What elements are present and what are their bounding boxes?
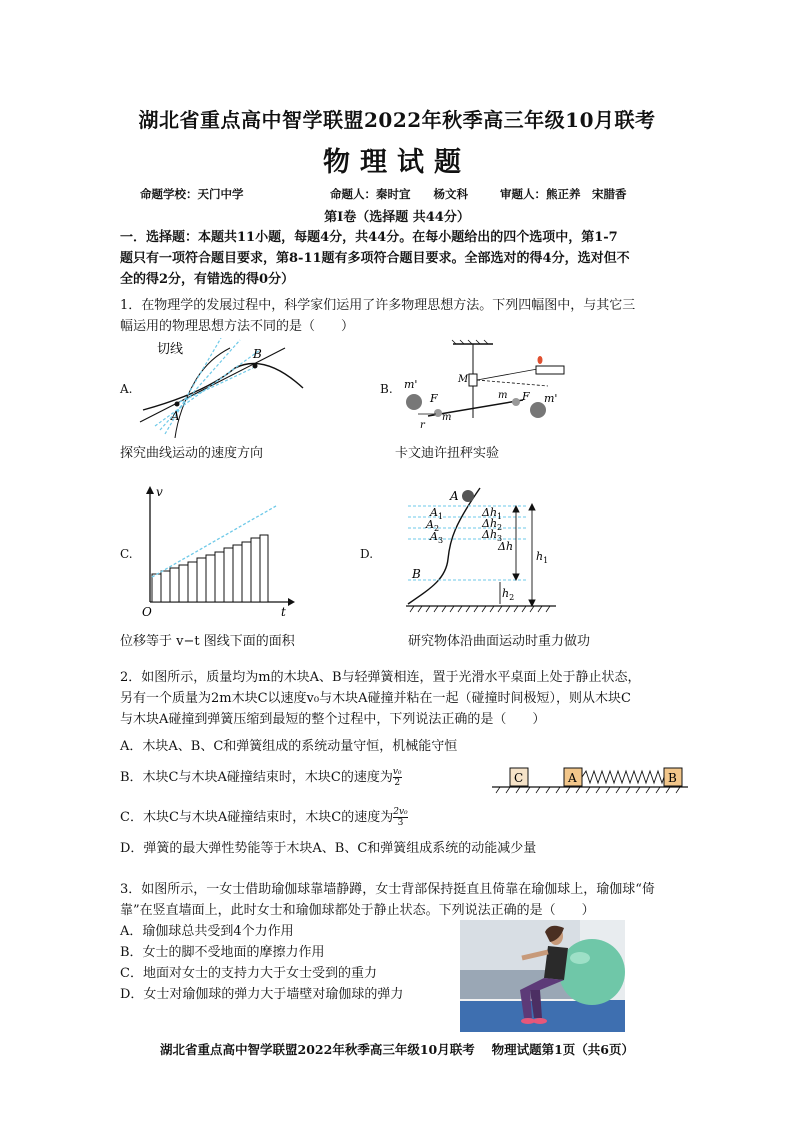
- mass-mprime-left: m': [404, 378, 418, 391]
- fig-d-label: D.: [360, 547, 374, 561]
- q2-option-a: A．木块A、B、C和弹簧组成的系统动量守恒，机械能守恒: [120, 739, 458, 754]
- point-a2-label: $A_2$: [426, 518, 440, 533]
- fraction-denominator: 2: [394, 778, 401, 788]
- author-names: 命题人：秦时宜 杨文科: [330, 187, 468, 201]
- force-f-right: F: [522, 390, 530, 403]
- q3-line: 靠”在竖直墙面上，此时女士和瑜伽球都处于静止状态。下列说法正确的是（ ）: [120, 903, 595, 918]
- school-name: 命题学校：天门中学: [140, 187, 244, 201]
- q3-option-a: A．瑜伽球总共受到4个力作用: [120, 924, 294, 939]
- q2-option-c: [120, 806, 408, 828]
- q3-yoga-ball-photo: [460, 920, 625, 1032]
- fig-d-curved-surface: [400, 484, 560, 614]
- fig-c-label: C.: [120, 547, 133, 561]
- q2-line: 与木块A碰撞到弹簧压缩到最短的整个过程中，下列说法正确的是（ ）: [120, 712, 546, 727]
- fig-b-caption: 卡文迪许扭秤实验: [395, 446, 500, 461]
- block-a-label: A: [568, 771, 577, 785]
- fraction-denominator: 3: [397, 818, 404, 828]
- dh-label: Δh: [498, 540, 514, 553]
- h2-label: $h_2$: [502, 587, 515, 602]
- fraction-v0-over-2: [393, 767, 402, 788]
- origin-label: O: [142, 605, 152, 617]
- dh1-label: $\Delta h_1$: [482, 506, 503, 521]
- point-b-label: B: [253, 347, 262, 361]
- q2-line: 另有一个质量为2m木块C以速度v₀与木块A碰撞并粘在一起（碰撞时间极短），则从木块C: [120, 691, 631, 706]
- dh3-label: $\Delta h_3$: [482, 528, 503, 543]
- point-a-label: A: [171, 409, 180, 423]
- fraction-2v0-over-3: [393, 807, 407, 828]
- q2-option-c-text: C．木块C与木块A碰撞结束时，木块C的速度为: [120, 810, 394, 825]
- q3-option-b: B．女士的脚不受地面的摩擦力作用: [120, 945, 325, 960]
- q2-stem: [120, 667, 690, 730]
- block-b-label: B: [668, 771, 677, 785]
- q2-option-b-text: B．木块C与木块A碰撞结束时，木块C的速度为: [120, 770, 393, 785]
- exam-subtitle: 物理试题: [323, 147, 471, 178]
- fig-a-curve-tangent: [135, 338, 310, 438]
- q1-line: 1．在物理学的发展过程中，科学家们运用了许多物理思想方法。下列四幅图中，与其它三: [120, 298, 636, 313]
- q2-line: 2．如图所示，质量均为m的木块A、B与轻弹簧相连，置于光滑水平桌面上处于静止状态，: [120, 670, 641, 685]
- point-a1-label: $A_1$: [430, 506, 444, 521]
- point-b-label: B: [412, 567, 421, 581]
- fig-a-label: A.: [120, 382, 133, 396]
- q3-line: 3．如图所示，一女士借助瑜伽球靠墙静蹲，女士背部保持挺直且倚靠在瑜伽球上，瑜伽球“倚: [120, 882, 655, 897]
- fig-b-label: B.: [380, 382, 393, 396]
- q2-option-b: [120, 766, 402, 788]
- mass-m-right: m: [498, 390, 508, 401]
- point-a-label: A: [450, 489, 459, 503]
- exam-title: 湖北省重点高中智学联盟2022年秋季高三年级10月联考: [138, 108, 656, 132]
- fig-c-caption: 位移等于 v−t 图线下面的面积: [120, 634, 295, 649]
- q3-option-c: C．地面对女士的支持力大于女士受到的重力: [120, 966, 377, 981]
- fig-c-vt-graph: [136, 482, 296, 617]
- mass-m-left: m: [442, 412, 452, 423]
- fig-d-caption: 研究物体沿曲面运动时重力做功: [408, 634, 591, 649]
- h1-label: $h_1$: [536, 550, 549, 565]
- fraction-numerator: 2v₀: [393, 807, 408, 817]
- q1-line: 幅运用的物理思想方法不同的是（ ）: [120, 319, 355, 334]
- axis-v-label: v: [156, 485, 163, 499]
- radius-r-label: r: [420, 420, 425, 431]
- instruction-line: 题只有一项符合题目要求，第8-11题有多项符合题目要求。全部选对的得4分，选对但不: [120, 251, 630, 266]
- q3-option-d: D．女士对瑜伽球的弹力大于墙壁对瑜伽球的弹力: [120, 987, 404, 1002]
- q1-stem: [120, 295, 690, 337]
- instruction-line: 一．选择题：本题共11小题，每题4分，共44分。在每小题给出的四个选项中，第1-7: [120, 230, 618, 245]
- fig-a-caption: 探究曲线运动的速度方向: [120, 446, 264, 461]
- q2-block-spring-diagram: [490, 764, 690, 796]
- tangent-label: 切线: [157, 342, 184, 357]
- page-footer: 湖北省重点高中智学联盟2022年秋季高三年级10月联考 物理试题第1页（共6页）: [160, 1042, 634, 1057]
- force-f-left: F: [430, 392, 438, 405]
- reviewer-names: 审题人：熊正养 宋腊香: [500, 187, 627, 201]
- instructions: [120, 227, 690, 290]
- mass-mprime-right: m': [544, 392, 558, 405]
- block-c-label: C: [514, 771, 524, 785]
- fig-b-torsion-balance: [398, 338, 578, 438]
- mirror-m-label: M: [458, 374, 469, 385]
- axis-t-label: t: [281, 605, 286, 617]
- point-a3-label: $A_3$: [430, 530, 444, 545]
- instruction-line: 全的得2分，有错选的得0分）: [120, 272, 295, 287]
- q2-option-d: D．弹簧的最大弹性势能等于木块A、B、C和弹簧组成系统的动能减少量: [120, 841, 537, 856]
- dh2-label: $\Delta h_2$: [482, 517, 503, 532]
- section-heading: 第Ⅰ卷（选择题 共44分）: [324, 210, 470, 225]
- fraction-numerator: v₀: [392, 767, 402, 777]
- q3-stem: [120, 879, 690, 921]
